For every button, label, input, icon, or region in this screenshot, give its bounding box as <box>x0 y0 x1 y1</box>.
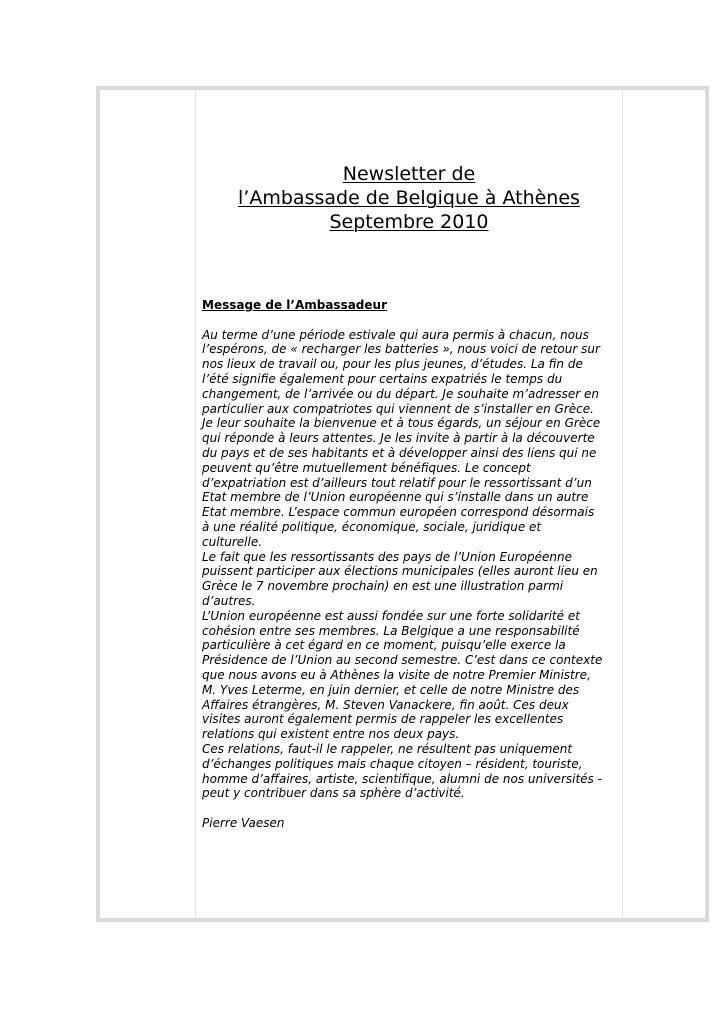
body-line: d’autres. <box>202 593 256 608</box>
right-margin-rule <box>622 90 623 918</box>
body-line: particulière à cet égard en ce moment, puisqu’elle exerce la <box>202 638 566 653</box>
body-line: du pays et de ses habitants et à développer ainsi des liens qui ne <box>202 445 597 460</box>
body-line: à une réalité politique, économique, sociale, juridique et <box>202 519 542 534</box>
body-line: cohésion entre ses membres. La Belgique a une responsabilité <box>202 623 580 638</box>
body-line: homme d’affaires, artiste, scientifique, alumni de nos universités - <box>202 771 602 786</box>
body-line: Affaires étrangères, M. Steven Vanackere, fin août. Ces deux <box>202 697 569 712</box>
body-line: l’été signifie également pour certains expatriés le temps du <box>202 371 563 386</box>
body-line: L’Union européenne est aussi fondée sur une forte solidarité et <box>202 608 580 623</box>
body-line: Au terme d’une période estivale qui aura permis à chacun, nous <box>202 327 589 342</box>
body-line: relations qui existent entre nos deux pays. <box>202 727 460 742</box>
body-line: culturelle. <box>202 534 263 549</box>
body-line: peuvent qu’être mutuellement bénéfiques. Le concept <box>202 460 531 475</box>
body-line: que nous avons eu à Athènes la visite de notre Premier Ministre, <box>202 667 591 682</box>
body-line: Grèce le 7 novembre prochain) en est une illustration parmi <box>202 579 564 594</box>
body-line: Etat membre. L’espace commun européen correspond désormais <box>202 505 595 520</box>
body-line: nos lieux de travail ou, pour les plus jeunes, d’études. La fin de <box>202 357 583 372</box>
body-line: visites auront également permis de rappeler les excellentes <box>202 712 564 727</box>
body-line: Etat membre de l’Union européenne qui s’installe dans un autre <box>202 490 589 505</box>
title-line: l’Ambassade de Belgique à Athènes <box>238 187 580 209</box>
signature: Pierre Vaesen <box>202 815 285 830</box>
title-line: Newsletter de <box>342 163 476 185</box>
body-line: Le fait que les ressortissants des pays de l’Union Européenne <box>202 549 572 564</box>
body-line: d’expatriation est d’ailleurs tout relatif pour le ressortissant d’un <box>202 475 592 490</box>
body-line: puissent participer aux élections municipales (elles auront lieu en <box>202 564 598 579</box>
body-line: d’échanges politiques mais chaque citoyen – résident, touriste, <box>202 756 583 771</box>
ambassador-message <box>202 298 618 831</box>
body-line: peut y contribuer dans sa sphère d’activité. <box>202 786 465 801</box>
body-line: Présidence de l’Union au second semestre. C’est dans ce contexte <box>202 653 603 668</box>
body-line: l’espérons, de « recharger les batteries », nous voici de retour sur <box>202 342 600 357</box>
body-line: Ces relations, faut-il le rappeler, ne résultent pas uniquement <box>202 741 573 756</box>
body-line: qui réponde à leurs attentes. Je les invite à partir à la découverte <box>202 431 595 446</box>
body-line: M. Yves Leterme, en juin dernier, et celle de notre Ministre des <box>202 682 580 697</box>
section-heading: Message de l’Ambassadeur <box>202 298 387 312</box>
body-line: changement, de l’arrivée ou du départ. Je souhaite m’adresser en <box>202 386 599 401</box>
body-line: Je leur souhaite la bienvenue et à tous égards, un séjour en Grèce <box>202 416 601 431</box>
newsletter-title <box>196 162 622 234</box>
message-body <box>202 328 618 802</box>
body-line: particulier aux compatriotes qui viennent de s’installer en Grèce. <box>202 401 594 416</box>
title-line: Septembre 2010 <box>329 211 489 233</box>
